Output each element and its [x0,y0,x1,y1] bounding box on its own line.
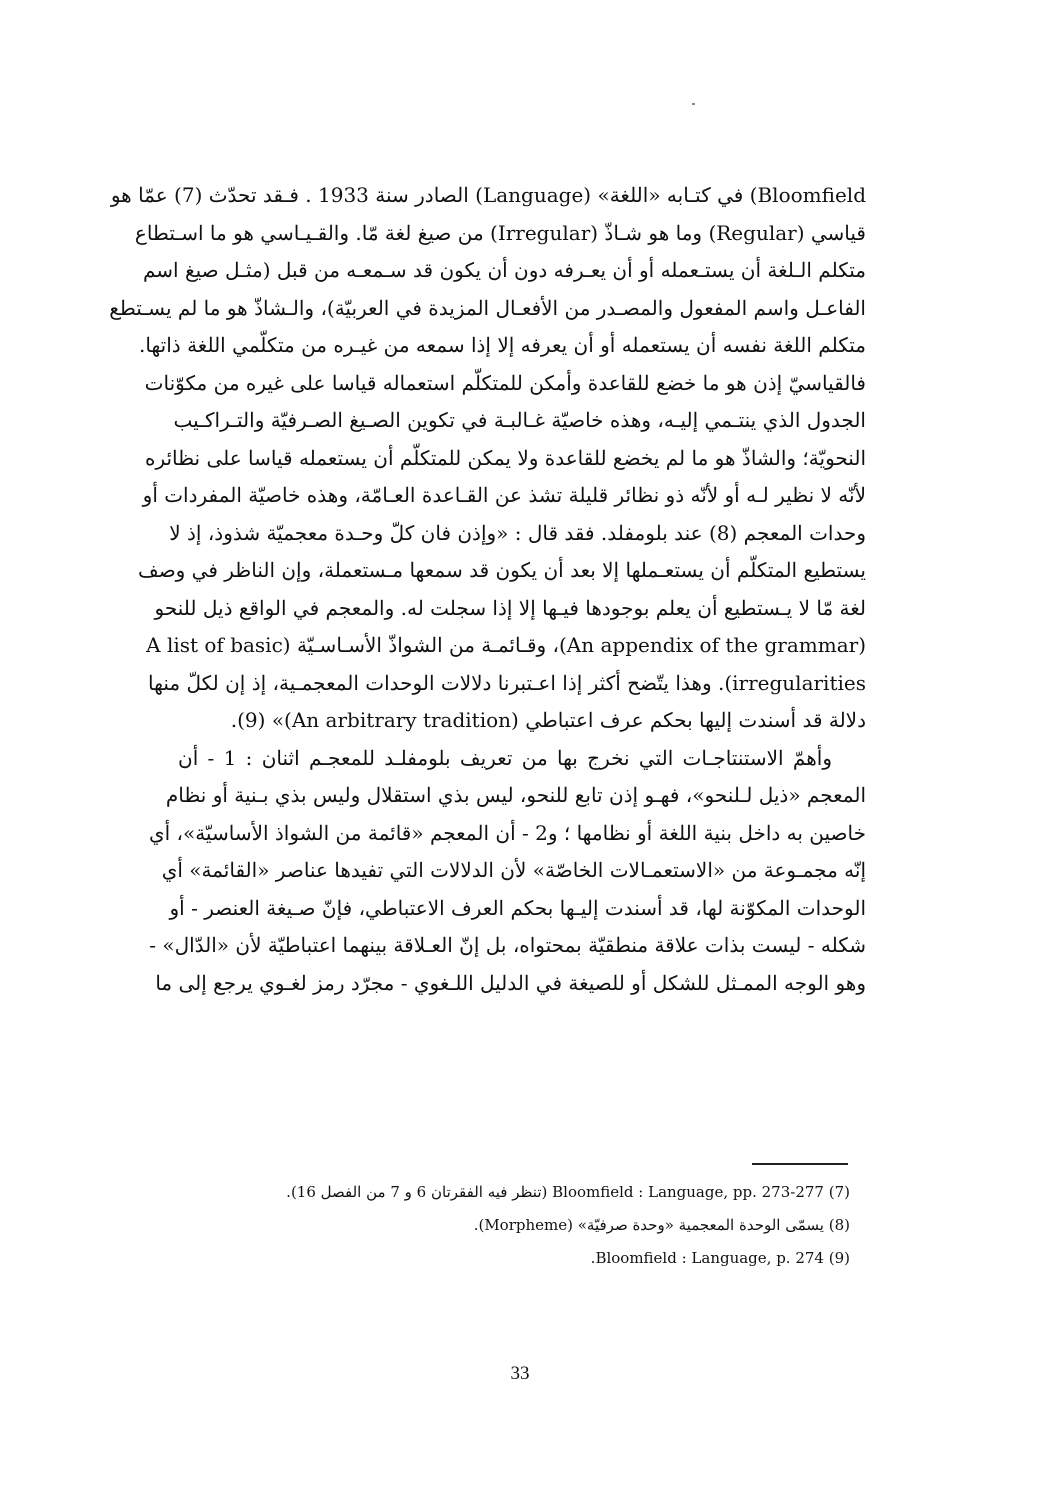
footnote-divider [752,1163,848,1165]
footnote-8: (8) يسمّى الوحدة المعجمية «وحدة صرفيّة» (Morpheme). [473,1216,850,1234]
text-line: شكله - ليست بذات علاقة منطقيّة بمحتواه، بل إنّ العـلاقة بينهما اعتباطيّة لأن «الدّال» - [149,933,866,957]
text-line: دلالة قد أسندت إليها بحكم عرف اعتباطي (An arbitrary tradition)» (9). [230,708,866,732]
text-line: وأهمّ الاستنتاجـات التي نخرج بها من تعريف بلومفلـد للمعجـم اثنان : 1 - أن [178,745,832,770]
page-number: 33 [510,1363,530,1384]
text-line: إنّه مجمـوعة من «الاستعمـالات الخاصّة» لأن الدلالات التي تفيدها عناصر «القائمة» أي [161,858,866,882]
text-line: الجدول الذي ينتـمي إليـه، وهذه خاصيّة غـالبـة في تكوين الصـيغ الصـرفيّة والتـراكـيب [173,408,866,432]
text-line: فالقياسيّ إذن هو ما خضع للقاعدة وأمكن للمتكلّم استعماله قياسا على غيره من مكوّنات [144,370,866,395]
text-line: قياسي (Regular) وما هو شـاذّ (Irregular) من صيغ لغة مّا. والقـيـاسي هو ما اسـتطاع [134,220,866,245]
text-line: لأنّه لا نظير لـه أو لأنّه ذو نظائر قليلة تشذ عن القـاعدة العـامّة، وهذه خاصيّة المفردات أو [142,483,866,507]
text-line: خاصين به داخل بنية اللغة أو نظامها ؛ و2 - أن المعجم «قائمة من الشواذ الأساسيّة»، أي [148,820,866,845]
text-line: لغة مّا لا يـستطيع أن يعلم بوجودها فيـها إلا إذا سجلت له. والمعجم في الواقع ذيل للنحو [154,595,866,620]
text-line: Bloomfield) في كتـابه «اللغة» (Language) الصادر سنة 1933 . فـقد تحدّث (7) عمّا هو [110,183,866,207]
text-line: الفاعـل واسم المفعول والمصـدر من الأفعـال المزيدة في العربيّة)، والـشاذّ هو ما لم يسـتطع [109,295,866,320]
text-line: الوحدات المكوّنة لها، قد أسندت إليـها بحكم العرف الاعتباطي، فإنّ صـيغة العنصر - أو [169,895,866,920]
text-line: وحدات المعجم (8) عند بلومفلد. فقد قال : «وإذن فان كلّ وحـدة معجميّة شذوذ، إذ لا [169,520,866,545]
footnote-7: (7) Bloomfield : Language, pp. 273-277 (تنظر فيه الفقرتان 6 و 7 من الفصل 16). [286,1183,850,1201]
text-line: متكلم الـلغة أن يستـعمله أو أن يعـرفه دون أن يكون قد سـمعـه من قبل (مثـل صيغ اسم [142,258,866,282]
text-line: وهو الوجه الممـثل للشكل أو للصيغة في الدليل اللـغوي - مجرّد رمز لغـوي يرجع إلى ما [155,970,866,995]
scan-artifact [692,103,695,105]
text-line: متكلم اللغة نفسه أن يستعمله أو أن يعرفه إلا إذا سمعه من غيـره من متكلّمي اللغة ذاتها. [139,333,866,357]
footnote-9: (9) Bloomfield : Language, p. 274. [590,1249,850,1267]
text-line: irregularities). وهذا يتّضح أكثر إذا اعـتبرنا دلالات الوحدات المعجمـية، إذ إن لكلّ منها [148,670,866,695]
text-line: المعجم «ذيل لـلنحو»، فهـو إذن تابع للنحو، ليس بذي استقلال وليس بذي بـنية أو نظام [165,783,866,807]
text-line: يستطيع المتكلّم أن يستعـملها إلا بعد أن يكون قد سمعها مـستعملة، وإن الناظر في وصف [137,558,866,582]
text-line: النحويّة؛ والشاذّ هو ما لم يخضع للقاعدة ولا يمكن للمتكلّم أن يستعمله قياسا على نظائره [144,445,866,470]
main-text-block [109,177,866,1002]
text-line: (An appendix of the grammar)، وقـائمـة من الشواذّ الأسـاسـيّة (A list of basic [146,633,866,657]
footnotes-block [178,1176,850,1275]
